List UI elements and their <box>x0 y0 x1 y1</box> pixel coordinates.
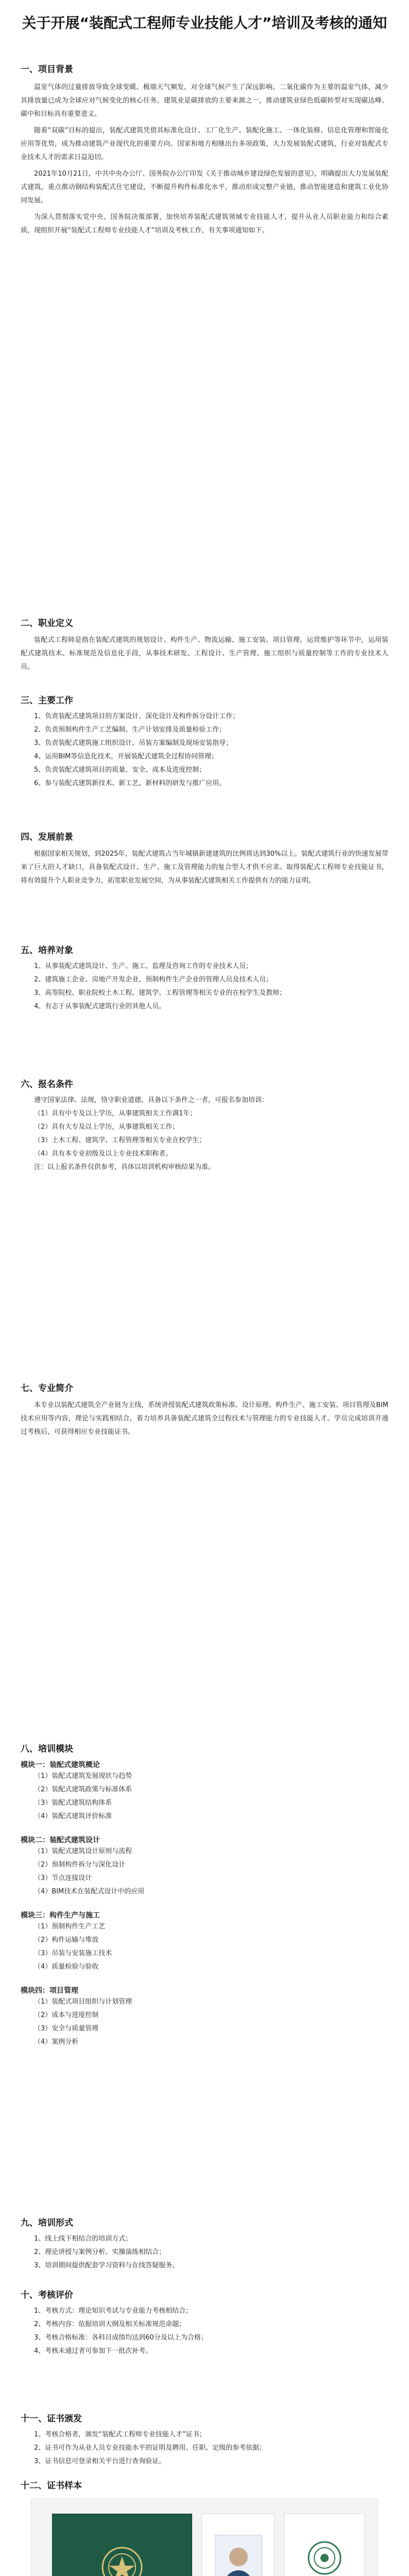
section-title: 十、考核评价 <box>21 2290 73 2300</box>
section-conditions <box>21 1077 388 1174</box>
module-item: （3）吊装与安装施工技术 <box>34 1950 112 1957</box>
list-item: （2）具有大专及以上学历，从事建筑相关工作； <box>34 1123 179 1131</box>
module-item: （1）装配式建筑发展现状与趋势 <box>34 1772 132 1780</box>
list-item: 4、运用BIM等信息化技术，开展装配式建筑全过程协同管理； <box>34 753 218 760</box>
section-title: 四、发展前景 <box>21 832 73 842</box>
module-item: （4）案例分析 <box>34 2038 79 2046</box>
list-item: 1、负责装配式建筑项目的方案设计、深化设计及构件拆分设计工作； <box>34 713 240 720</box>
module-item: （1）装配式建筑设计原则与流程 <box>34 1848 132 1855</box>
list-item: 3、培训期间提供配套学习资料与在线答疑服务。 <box>34 2262 179 2269</box>
module-title: 模块一：装配式建筑概论 <box>21 1761 100 1769</box>
section-cert-sample <box>21 2478 388 2491</box>
list-item: 注：以上报名条件仅供参考，具体以培训机构审核结果为准。 <box>34 1163 215 1171</box>
list-item: 2、负责预制构件生产工艺编制、生产计划安排及质量检验工作； <box>34 726 226 734</box>
list-item: 2、考核内容：依据培训大纲及相关标准规范命题； <box>34 2320 186 2328</box>
list-item: 3、证书信息可登录相关平台进行查询验证。 <box>34 2458 166 2465</box>
section-background <box>21 62 388 238</box>
module-item: （2）装配式建筑政策与标准体系 <box>34 1786 132 1793</box>
section-training-form <box>21 2215 388 2273</box>
section-title: 九、培训形式 <box>21 2218 73 2228</box>
section-title: 八、培训模块 <box>21 1744 73 1754</box>
list-item: 4、考核未通过者可参加下一批次补考。 <box>34 2347 152 2355</box>
section-target <box>21 943 388 1013</box>
module-title: 模块三：构件生产与施工 <box>21 1911 100 1920</box>
seal-icon <box>306 2540 343 2576</box>
module-item: （1）预制构件生产工艺 <box>34 1923 106 1930</box>
list-item: 1、从事装配式建筑设计、生产、施工、监理及咨询工作的专业技术人员； <box>34 962 253 970</box>
module-item: （4）质量检验与验收 <box>34 1963 99 1971</box>
list-item: （4）具有本专业初级及以上专业技术职称者。 <box>34 1150 173 1158</box>
module-item: （2）构件运输与堆放 <box>34 1936 99 1944</box>
list-item: 2、证书可作为从业人员专业技能水平的证明及聘用、任职、定级的参考依据； <box>34 2444 266 2452</box>
list-item: 3、考核合格标准：各科目成绩均达到60分及以上为合格； <box>34 2334 208 2342</box>
module-item: （1）装配式项目组织与计划管理 <box>34 1998 132 2006</box>
list-item: 遵守国家法律、法规，恪守职业道德，具备以下条件之一者，可报名参加培训： <box>34 1096 269 1104</box>
section-prospect <box>21 829 388 888</box>
paragraph: 随着“双碳”目标的提出，装配式建筑凭借其标准化设计、工厂化生产、装配化施工、一体化装修、信息化管理和智能化应用等优势，成为推动建筑产业现代化的重要方向。国家和地方相继出台多项政策，大力发展装配式建筑，行业对装配式专业技术人才的需求日益迫切。 <box>21 127 388 161</box>
paragraph: 本专业以装配式建筑全产业链为主线，系统讲授装配式建筑政策标准、设计原理、构件生产、施工安装、项目管理及BIM技术应用等内容，理论与实践相结合，着力培养具备装配式建筑全过程技术与管理能力的专业技能人才。学员完成培训并通过考核后，可获得相应专业技能证书。 <box>21 1401 388 1436</box>
section-title: 六、报名条件 <box>21 1079 73 1090</box>
list-item: （1）具有中专及以上学历，从事建筑相关工作满1年； <box>34 1110 197 1117</box>
emblem-icon <box>100 2545 144 2576</box>
certificate-cover <box>52 2514 192 2576</box>
section-title: 二、职业定义 <box>21 618 73 629</box>
module-item: （3）装配式建筑结构体系 <box>34 1799 112 1807</box>
list-item: （3）土木工程、建筑学、工程管理等相关专业在校学生； <box>34 1137 206 1144</box>
paragraph: 为深入贯彻落实党中央、国务院决策部署，加快培养装配式建筑领域专业技能人才，提升从业人员职业能力和综合素质，现组织开展“装配式工程师专业技能人才”培训及考核工作，有关事项通知如下。 <box>21 213 388 234</box>
list-item: 3、高等院校、职业院校土木工程、建筑学、工程管理等相关专业的在校学生及教师； <box>34 989 286 997</box>
section-title: 十一、证书颁发 <box>21 2414 82 2424</box>
section-title: 七、专业简介 <box>21 1383 73 1394</box>
module-item: （4）BIM技术在装配式设计中的应用 <box>34 1888 145 1895</box>
section-title: 三、主要工作 <box>21 696 73 706</box>
list-item: 1、线上线下相结合的培训方式； <box>34 2235 132 2243</box>
list-item: 6、参与装配式建筑新技术、新工艺、新材料的研发与推广应用。 <box>34 779 226 787</box>
module-item: （2）成本与进度控制 <box>34 2011 99 2019</box>
module-item: （2）预制构件拆分与深化设计 <box>34 1861 126 1869</box>
paragraph: 根据国家相关规划，到2025年，装配式建筑占当年城镇新建建筑的比例将达到30%以上。装配式建筑行业的快速发展带来了巨大的人才缺口，具备装配式设计、生产、施工及管理能力的复合型人才供不应求。取得装配式工程师专业技能证书，将有效提升个人职业竞争力，拓宽职业发展空间，为从事装配式建筑相关工作提供有力的能力证明。 <box>21 850 388 885</box>
paragraph: 装配式工程师是指在装配式建筑的规划设计、构件生产、物流运输、施工安装、项目管理、运营维护等环节中，运用装配式建筑技术、标准规范及信息化手段，从事技术研发、工程设计、生产管理、施工组织与质量控制等工作的专业技术人员。 <box>21 636 388 671</box>
module-item: （3）节点连接设计 <box>34 1874 92 1882</box>
paragraph: 温室气体的过量排放导致全球变暖、极端天气频发，对全球气候产生了深远影响。二氧化碳作为主要的温室气体，减少其排放量已成为全球应对气候变化的核心任务。建筑业是碳排放的主要来源之一，推动建筑业绿色低碳转型对实现碳达峰、碳中和目标具有重要意义。 <box>21 83 388 118</box>
section-title: 十二、证书样本 <box>21 2481 82 2491</box>
module-item: （4）装配式建筑评价标准 <box>34 1812 112 1820</box>
section-certificate <box>21 2411 388 2468</box>
certificate-inner-left <box>201 2514 275 2576</box>
list-item: 3、负责装配式建筑施工组织设计、吊装方案编制及现场安装指导； <box>34 739 233 747</box>
section-title: 五、培养对象 <box>21 945 73 956</box>
list-item: 1、考核合格者，颁发“装配式工程师专业技能人才”证书； <box>34 2431 206 2438</box>
section-intro <box>21 1381 388 1439</box>
certificate-sample-image <box>31 2499 378 2576</box>
portrait-icon <box>215 2535 262 2576</box>
list-item: 4、有志于从事装配式建筑行业的其他人员。 <box>34 1003 166 1010</box>
module-title: 模块二：装配式建筑设计 <box>21 1836 100 1844</box>
paragraph: 2021年10月21日，中共中央办公厅、国务院办公厅印发《关于推动城乡建设绿色发展的意见》，明确提出大力发展装配式建筑，重点推动钢结构装配式住宅建设，不断提升构件标准化水平，推动形成完整产业链，推动智能建造和建筑工业化协同发展。 <box>21 170 388 205</box>
list-item: 1、考核方式：理论知识考试与专业能力考核相结合； <box>34 2307 193 2315</box>
list-item: 2、理论讲授与案例分析、实操演练相结合； <box>34 2248 166 2256</box>
list-item: 2、建筑施工企业、房地产开发企业、预制构件生产企业的管理人员及技术人员； <box>34 976 273 984</box>
module-title: 模块四：项目管理 <box>21 1987 78 1995</box>
module-item: （3）安全与质量管理 <box>34 2025 99 2032</box>
section-assessment <box>21 2287 388 2358</box>
photo-frame <box>215 2535 262 2576</box>
list-item: 5、负责装配式建筑项目的质量、安全、成本及进度控制； <box>34 766 206 774</box>
certificate-inner-right <box>284 2514 365 2576</box>
section-definition <box>21 616 388 674</box>
section-title: 一、项目背景 <box>21 64 73 75</box>
section-modules <box>21 1741 388 2049</box>
section-work <box>21 693 388 790</box>
page-title: 关于开展“装配式工程师专业技能人才”培训及考核的通知 <box>22 14 387 31</box>
